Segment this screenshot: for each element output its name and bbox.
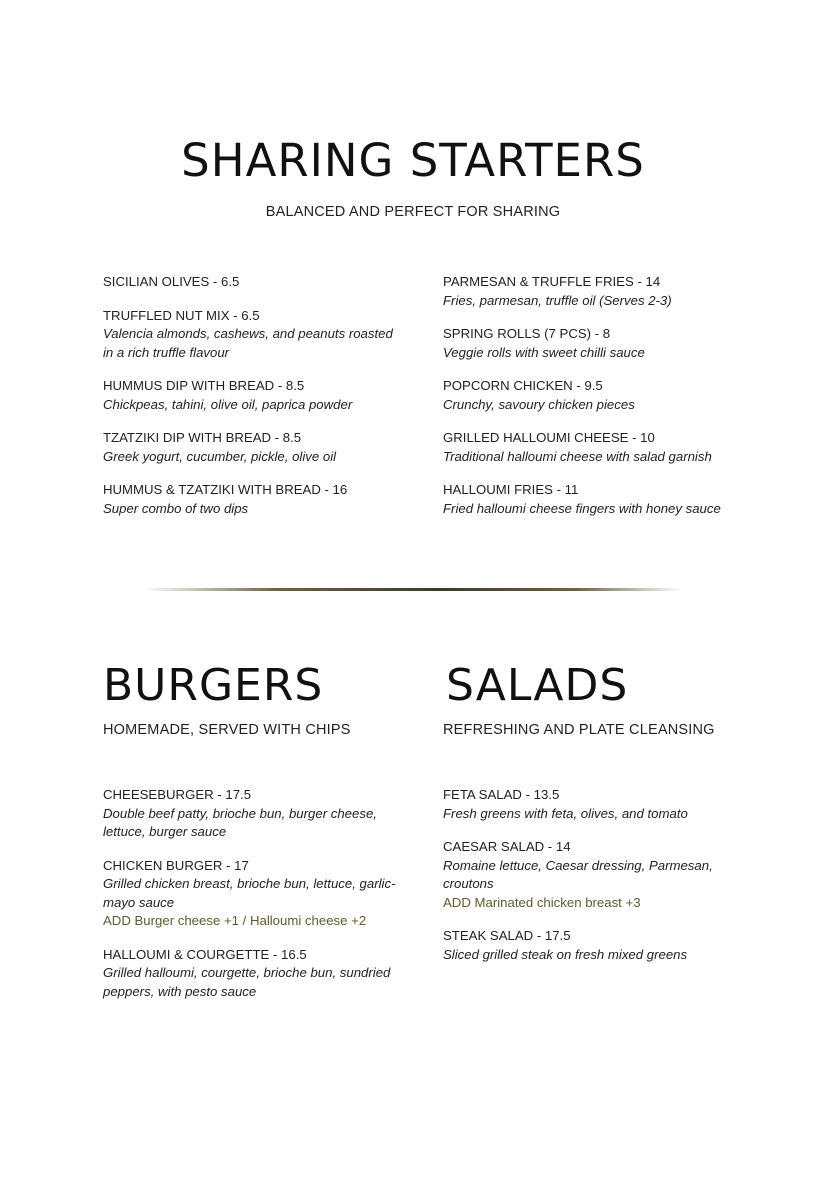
salads-title: SALADS: [446, 660, 629, 711]
menu-item-name: SICILIAN OLIVES - 6.5: [103, 274, 240, 289]
menu-item: [103, 481, 433, 518]
menu-item-description: Chickpeas, tahini, olive oil, paprica powder: [103, 396, 353, 412]
menu-item-description: Veggie rolls with sweet chilli sauce: [443, 344, 645, 360]
menu-item-addon: ADD Marinated chicken breast +3: [443, 894, 641, 910]
menu-item-addon: ADD Burger cheese +1 / Halloumi cheese +2: [103, 913, 367, 928]
sharing-starters-title: SHARING STARTERS: [181, 134, 645, 187]
menu-item-description: Romaine lettuce, Caesar dressing, Parmesan, croutons: [443, 857, 713, 891]
menu-item: [443, 838, 743, 912]
menu-item-description: Crunchy, savoury chicken pieces: [443, 396, 635, 412]
menu-item-name: GRILLED HALLOUMI CHEESE - 10: [443, 430, 655, 445]
menu-item-name: POPCORN CHICKEN - 9.5: [443, 378, 603, 393]
menu-item: [443, 325, 783, 362]
menu-item-name: TZATZIKI DIP WITH BREAD - 8.5: [103, 430, 302, 445]
menu-item-name: SPRING ROLLS (7 PCS) - 8: [443, 326, 611, 341]
menu-item-name: CHEESEBURGER - 17.5: [103, 787, 252, 802]
menu-item: [443, 377, 783, 414]
sharing-right-column: [443, 273, 783, 533]
menu-item: [443, 786, 743, 823]
menu-item-name: HALLOUMI FRIES - 11: [443, 482, 579, 497]
menu-item: [103, 307, 433, 363]
menu-item-name: CHICKEN BURGER - 17: [103, 857, 249, 873]
menu-item: [103, 377, 433, 414]
sharing-left-column: [103, 273, 433, 533]
menu-item: [443, 273, 783, 310]
menu-item-description: Double beef patty, brioche bun, burger cheese, lettuce, burger sauce: [103, 805, 377, 839]
section-divider: [143, 588, 683, 591]
menu-item-name: PARMESAN & TRUFFLE FRIES - 14: [443, 274, 661, 289]
menu-item-description: Fresh greens with feta, olives, and tomato: [443, 805, 688, 821]
menu-item-description: Grilled halloumi, courgette, brioche bun, sundried peppers, with pesto sauce: [103, 965, 391, 999]
menu-item: [103, 857, 403, 931]
salads-subtitle: REFRESHING AND PLATE CLEANSING: [443, 722, 715, 738]
menu-item: [103, 273, 433, 292]
menu-item-name: CAESAR SALAD - 14: [443, 839, 571, 854]
menu-item-description: Valencia almonds, cashews, and peanuts roasted in a rich truffle flavour: [103, 326, 393, 360]
burgers-title: BURGERS: [103, 660, 324, 711]
menu-item-name: TRUFFLED NUT MIX - 6.5: [103, 307, 260, 323]
menu-item: [103, 786, 403, 842]
menu-item-description: Greek yogurt, cucumber, pickle, olive oil: [103, 448, 337, 464]
menu-item-description: Grilled chicken breast, brioche bun, lettuce, garlic-mayo sauce: [103, 876, 396, 910]
menu-item-description: Super combo of two dips: [103, 500, 249, 516]
menu-item: [443, 429, 783, 466]
menu-item: [103, 946, 403, 1002]
menu-item-name: HUMMUS & TZATZIKI WITH BREAD - 16: [103, 482, 348, 497]
menu-item: [103, 429, 433, 466]
menu-item-description: Fried halloumi cheese fingers with honey sauce: [443, 500, 721, 516]
burgers-column: [103, 786, 403, 1016]
menu-item-description: Traditional halloumi cheese with salad garnish: [443, 448, 712, 464]
menu-item-description: Fries, parmesan, truffle oil (Serves 2-3): [443, 292, 672, 308]
menu-item-name: FETA SALAD - 13.5: [443, 787, 560, 802]
menu-item-description: Sliced grilled steak on fresh mixed greens: [443, 946, 688, 962]
burgers-subtitle: HOMEMADE, SERVED WITH CHIPS: [103, 722, 351, 738]
menu-item-name: HALLOUMI & COURGETTE - 16.5: [103, 946, 307, 962]
menu-item: [443, 927, 743, 964]
salads-column: [443, 786, 743, 979]
menu-item: [443, 481, 783, 518]
menu-item-name: HUMMUS DIP WITH BREAD - 8.5: [103, 378, 305, 393]
sharing-starters-subtitle: BALANCED AND PERFECT FOR SHARING: [265, 204, 561, 220]
menu-item-name: STEAK SALAD - 17.5: [443, 928, 571, 943]
